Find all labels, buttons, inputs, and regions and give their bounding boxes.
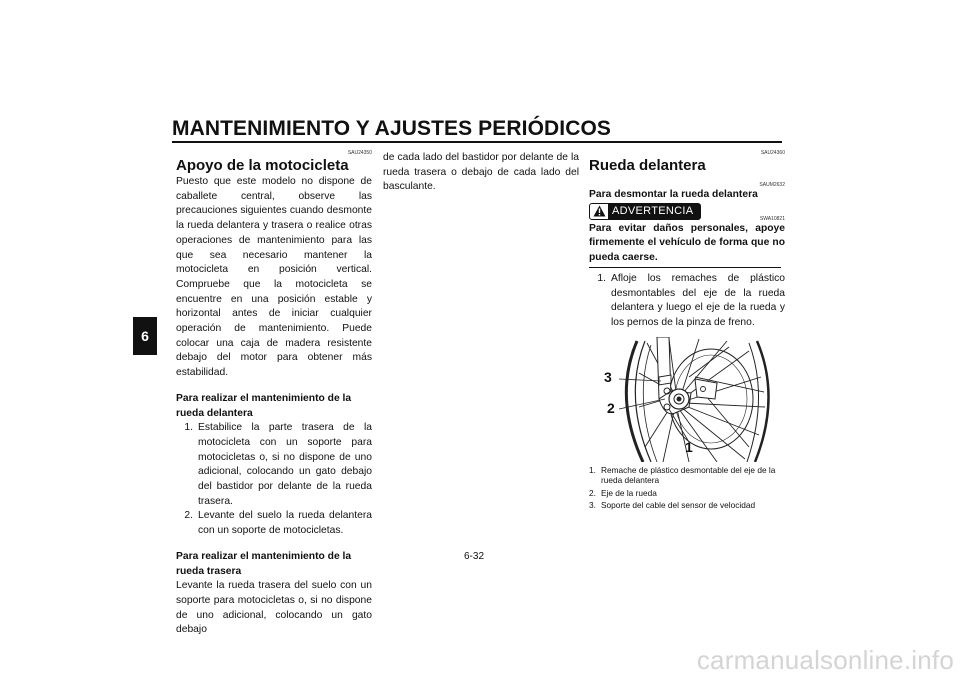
warning-code: SWA10821 [759, 215, 785, 222]
list-item [176, 509, 372, 538]
warning-rule [589, 267, 781, 268]
step-text: Estabilice la parte trasera de la motocicleta con un soporte para motocicletas o, si no dispone de uno adicional, colocando un gato debajo del bastidor por delante de la rueda trasera. [198, 422, 372, 507]
watermark: carmanualsonline.info [696, 645, 954, 675]
title-rule [172, 141, 782, 143]
list-item [589, 488, 785, 499]
figure-captions [589, 465, 785, 511]
step-number: 1. [597, 272, 606, 284]
front-wheel-subheading: Para realizar el mantenimiento de la rueda delantera [176, 392, 352, 419]
rear-wheel-subheading: Para realizar el mantenimiento de la rueda trasera [176, 550, 352, 577]
list-item [589, 272, 785, 331]
front-steps-list [176, 421, 372, 539]
rear-wheel-paragraph: Levante la rueda trasera del suelo con un soporte para motocicletas o, si no dispone de uno adicional, colocando un gato debajo [176, 580, 372, 636]
remove-front-wheel-subheading: Para desmontar la rueda delantera [589, 189, 758, 200]
caption-number: 2. [589, 487, 596, 498]
column-2 [383, 151, 579, 195]
front-wheel-illustration [599, 337, 779, 462]
warning-triangle-icon [590, 204, 608, 219]
caption-text: Eje de la rueda [601, 487, 657, 498]
list-item [176, 421, 372, 509]
callout-1: 1 [685, 438, 693, 455]
subsection-code: SAUM2632 [759, 182, 785, 188]
callout-2: 2 [607, 399, 615, 416]
caption-number: 3. [589, 500, 596, 511]
page-number: 6-32 [464, 551, 485, 562]
chapter-tab: 6 [133, 317, 157, 355]
page-title: MANTENIMIENTO Y AJUSTES PERIÓDICOS [172, 117, 612, 140]
caption-text: Soporte del cable del sensor de velocidad [601, 500, 756, 511]
warning-badge [589, 203, 701, 220]
section-code: SAU24360 [760, 150, 785, 156]
warning-label: ADVERTENCIA [608, 204, 700, 219]
step-number: 1. [184, 422, 193, 434]
continuation-paragraph: de cada lado del bastidor por delante de la rueda trasera o debajo de cada lado del basculante. [383, 152, 579, 193]
column-3 [589, 150, 785, 513]
intro-paragraph: Puesto que este modelo no dispone de caballete central, observe las precauciones siguientes cuando desmonte la rueda delantera y trasera o realice otras operaciones de mantenimiento para las que sea necesario mantener la motocicleta en posición vertical. Compruebe que la motocicleta se encuentre en una posición estable y horizontal antes de iniciar cualquier operación de mantenimiento. Puede colocar una caja de madera resistente debajo del motor para obtener más estabilidad. [176, 176, 372, 379]
caption-text: Remache de plástico desmontable del eje de la rueda delantera [601, 464, 776, 486]
column-1 [176, 150, 372, 638]
remove-steps-list [589, 272, 785, 331]
warning-text: Para evitar daños personales, apoye firmemente el vehículo de forma que no pueda caerse. [589, 222, 785, 264]
section-heading-front-wheel: Rueda delantera [589, 157, 706, 174]
step-number: 2. [184, 510, 193, 522]
list-item [589, 465, 785, 486]
step-text: Levante del suelo la rueda delantera con un soporte de motocicletas. [198, 510, 372, 537]
step-text: Afloje los remaches de plástico desmontables del eje de la rueda delantera y luego el eje de la rueda y los pernos de la pinza de freno. [611, 272, 785, 328]
section-code: SAU24350 [347, 150, 372, 156]
caption-number: 1. [589, 464, 596, 475]
list-item [589, 500, 785, 511]
callout-3: 3 [604, 368, 612, 385]
section-heading-stand: Apoyo de la motocicleta [176, 157, 349, 174]
warning-row [589, 203, 785, 222]
